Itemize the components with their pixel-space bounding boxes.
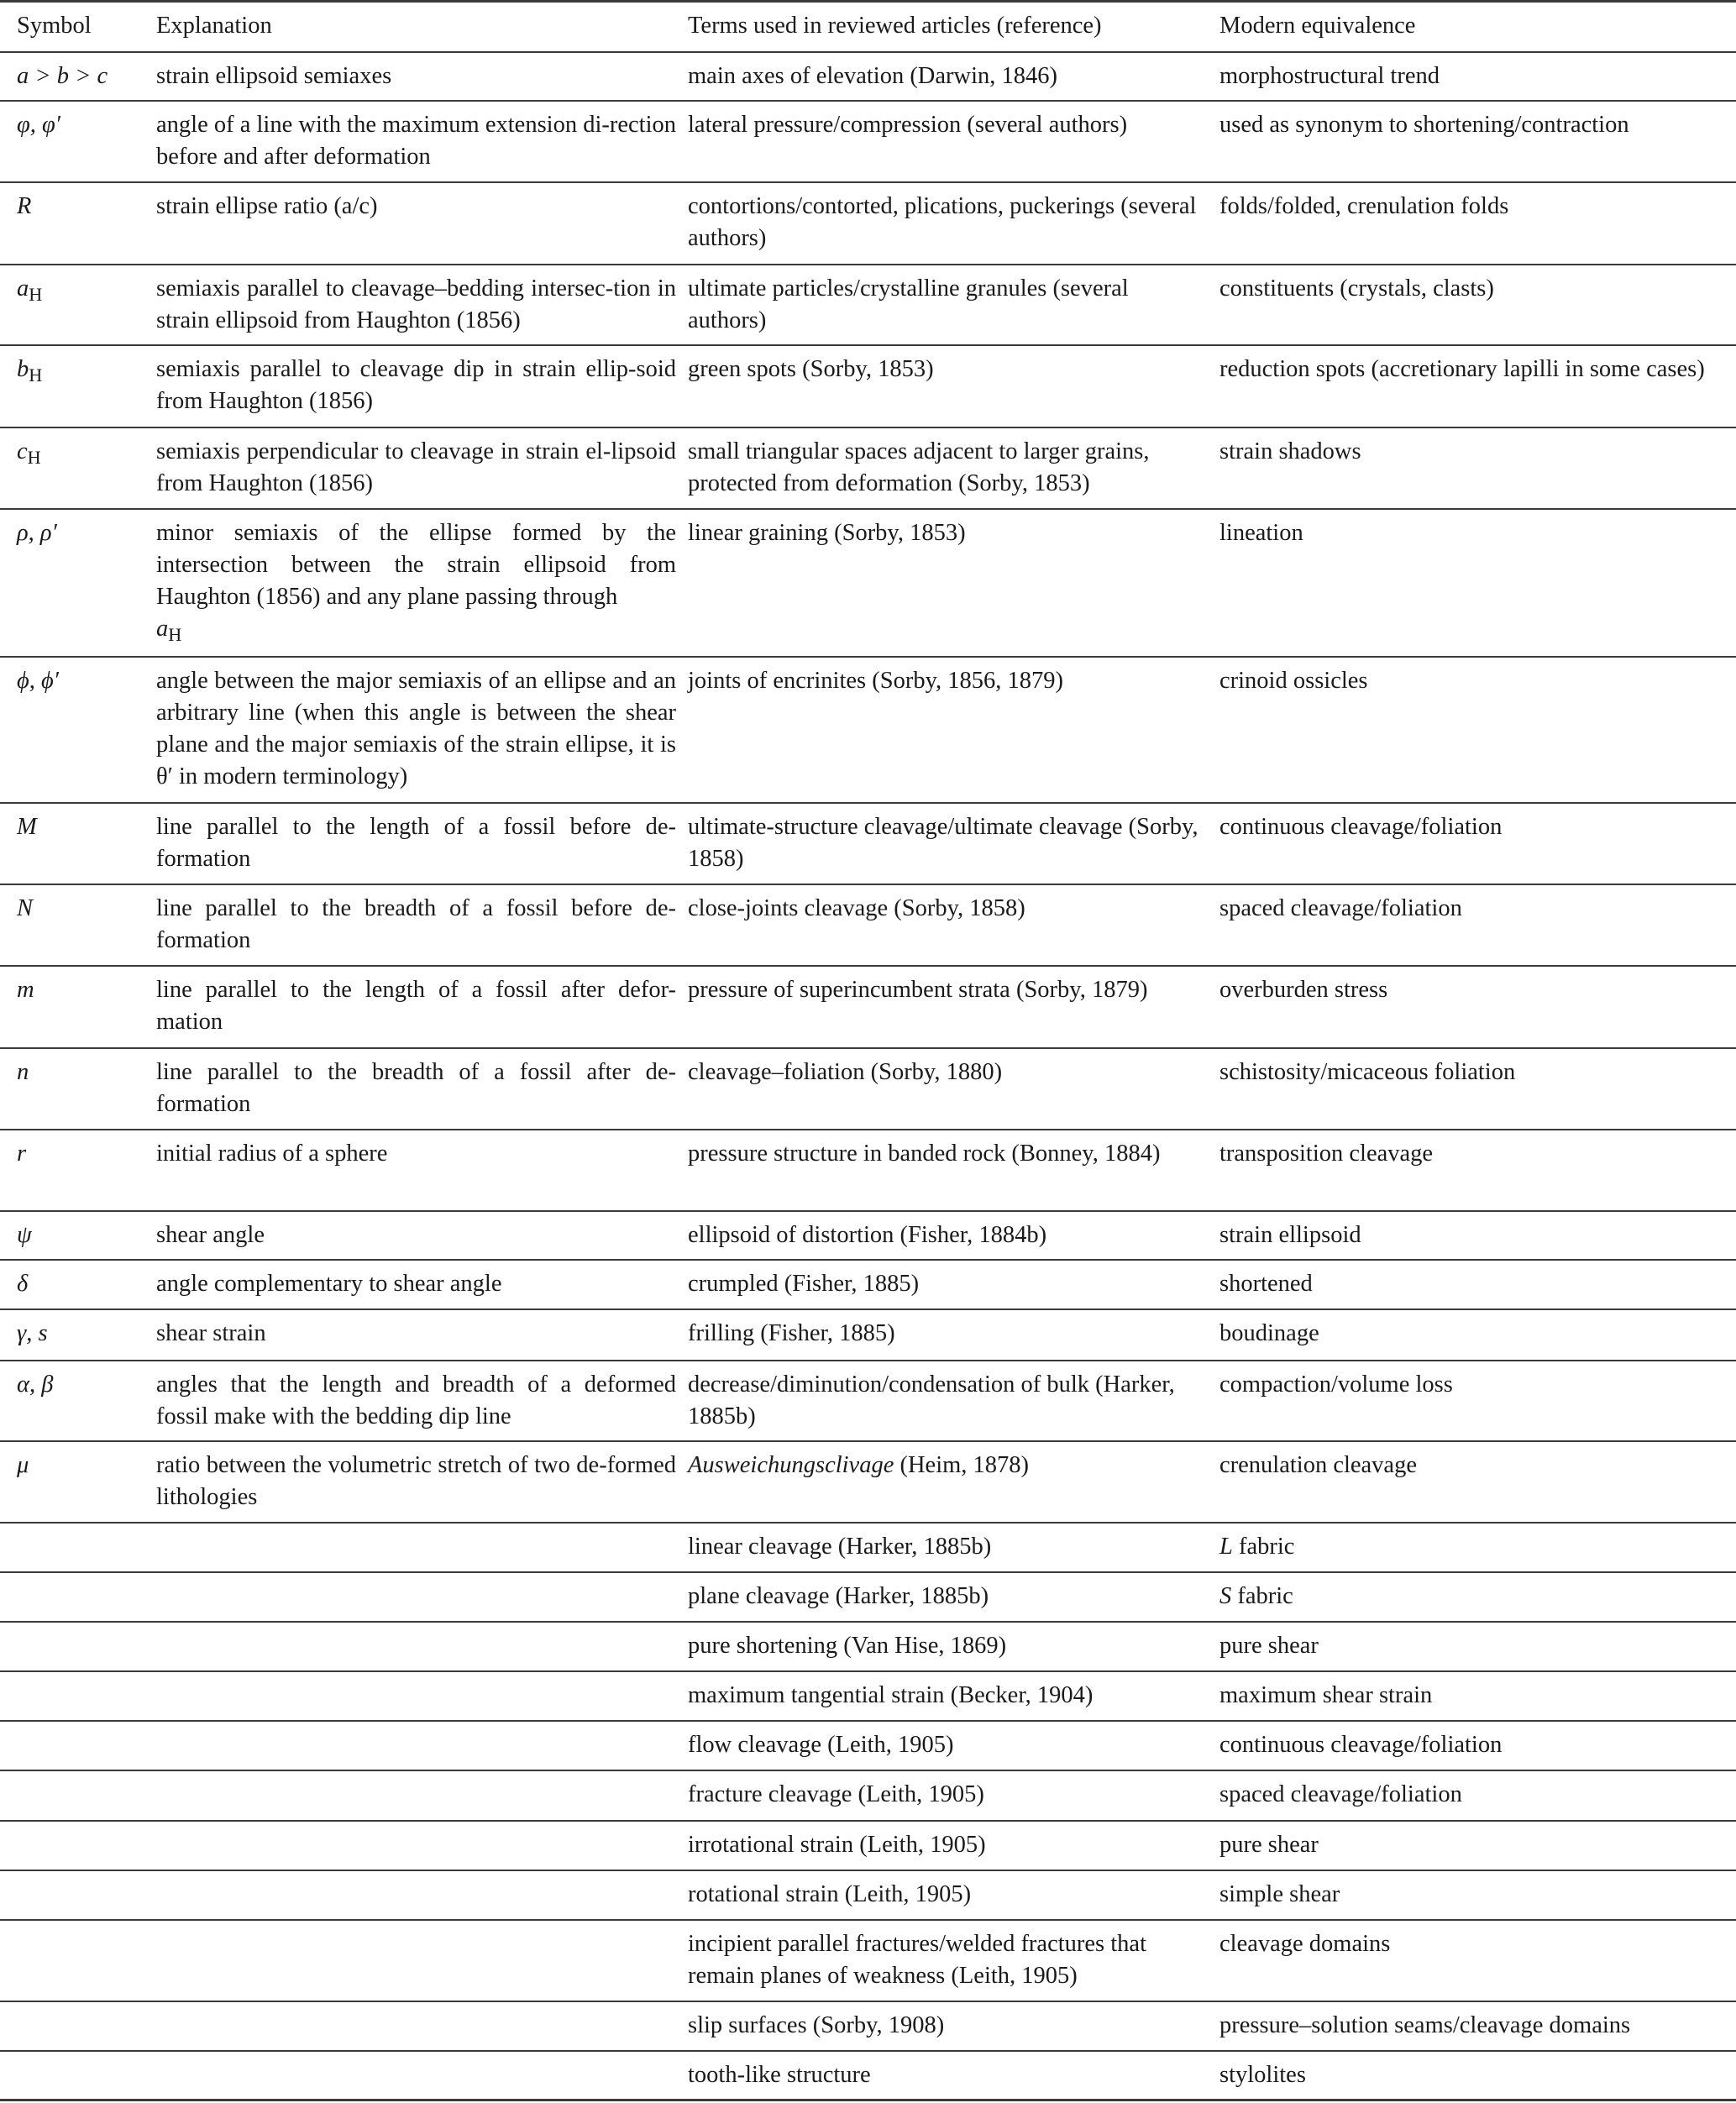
cell-modern bbox=[1219, 884, 1736, 966]
modern-text: spaced cleavage/foliation bbox=[1219, 1780, 1462, 1807]
cell-term bbox=[688, 803, 1219, 884]
cell-symbol bbox=[0, 427, 156, 509]
term-text: decrease/diminution/condensation of bulk (Harker, 1885b) bbox=[688, 1371, 1181, 1429]
symbol-text: c bbox=[17, 438, 28, 464]
cell-term bbox=[688, 1622, 1219, 1671]
cell-explanation bbox=[156, 1441, 688, 1523]
modern-text: spaced cleavage/foliation bbox=[1219, 894, 1462, 921]
symbol-text: a bbox=[17, 275, 29, 302]
modern-text: cleavage domains bbox=[1219, 1930, 1391, 1957]
cell-symbol bbox=[0, 2051, 156, 2100]
modern-text: boudinage bbox=[1219, 1319, 1319, 1346]
term-text: main axes of elevation (Darwin, 1846) bbox=[688, 62, 1058, 89]
cell-explanation bbox=[156, 1920, 688, 2001]
cell-modern bbox=[1219, 1048, 1736, 1130]
cell-explanation bbox=[156, 1671, 688, 1721]
symbol-text: m bbox=[17, 976, 34, 1003]
cell-term bbox=[688, 427, 1219, 509]
cell-symbol bbox=[0, 509, 156, 657]
cell-symbol bbox=[0, 2001, 156, 2051]
explanation-text: angle between the major semiaxis of an ellipse and an arbitrary line (when this angle is between the shear plane and the major semiaxis of the strain ellipse, it is θ′ in modern terminology) bbox=[156, 667, 676, 789]
term-text: rotational strain (Leith, 1905) bbox=[688, 1880, 972, 1907]
cell-explanation bbox=[156, 803, 688, 884]
cell-explanation bbox=[156, 884, 688, 966]
symbol-text: b bbox=[17, 355, 29, 382]
symbol-text: γ, s bbox=[17, 1319, 48, 1346]
table-row bbox=[0, 265, 1736, 345]
cell-modern bbox=[1219, 1523, 1736, 1572]
modern-text: crenulation cleavage bbox=[1219, 1451, 1417, 1478]
symbol-subscript: H bbox=[29, 283, 43, 305]
cell-explanation bbox=[156, 1572, 688, 1622]
table-row bbox=[0, 1211, 1736, 1260]
header-modern: Modern equivalence bbox=[1219, 13, 1416, 39]
cell-symbol bbox=[0, 1622, 156, 1671]
modern-text: constituents (crystals, clasts) bbox=[1219, 275, 1494, 302]
cell-term bbox=[688, 509, 1219, 657]
cell-explanation bbox=[156, 1622, 688, 1671]
modern-text: fabric bbox=[1231, 1582, 1293, 1609]
cell-term bbox=[688, 1671, 1219, 1721]
cell-explanation bbox=[156, 101, 688, 182]
cell-term bbox=[688, 1523, 1219, 1572]
modern-text: continuous cleavage/foliation bbox=[1219, 813, 1503, 840]
explanation-text: semiaxis parallel to cleavage dip in strain ellip-soid from Haughton (1856) bbox=[156, 355, 676, 414]
cell-modern bbox=[1219, 2001, 1736, 2051]
cell-term bbox=[688, 52, 1219, 101]
explanation-text: initial radius of a sphere bbox=[156, 1140, 388, 1167]
explanation-symbol: a bbox=[156, 615, 169, 642]
cell-term bbox=[688, 1309, 1219, 1361]
table-row bbox=[0, 1671, 1736, 1721]
explanation-symbol-subscript: H bbox=[168, 623, 182, 645]
modern-text: reduction spots (accretionary lapilli in some cases) bbox=[1219, 355, 1705, 382]
cell-term bbox=[688, 265, 1219, 345]
cell-explanation bbox=[156, 966, 688, 1048]
symbol-subscript: H bbox=[27, 446, 41, 468]
table-row bbox=[0, 2001, 1736, 2051]
modern-text: used as synonym to shortening/contraction bbox=[1219, 111, 1629, 138]
explanation-text: semiaxis perpendicular to cleavage in strain el-lipsoid from Haughton (1856) bbox=[156, 438, 676, 496]
cell-symbol bbox=[0, 265, 156, 345]
term-text: ultimate particles/crystalline granules (several authors) bbox=[688, 275, 1135, 333]
cell-explanation bbox=[156, 1130, 688, 1211]
cell-explanation bbox=[156, 265, 688, 345]
term-italic-text: Ausweichungsclivage bbox=[688, 1451, 894, 1478]
cell-modern bbox=[1219, 1211, 1736, 1260]
cell-symbol bbox=[0, 966, 156, 1048]
term-text: contortions/contorted, plications, puckerings (several authors) bbox=[688, 192, 1203, 251]
cell-explanation bbox=[156, 1048, 688, 1130]
modern-text: schistosity/micaceous foliation bbox=[1219, 1058, 1516, 1085]
table-row bbox=[0, 1721, 1736, 1770]
table-row bbox=[0, 182, 1736, 265]
table-row bbox=[0, 1622, 1736, 1671]
cell-symbol bbox=[0, 1130, 156, 1211]
explanation-text: line parallel to the breadth of a fossil before de-formation bbox=[156, 894, 676, 953]
cell-modern bbox=[1219, 966, 1736, 1048]
term-text: (Heim, 1878) bbox=[894, 1451, 1030, 1478]
cell-modern bbox=[1219, 1770, 1736, 1821]
modern-text: folds/folded, crenulation folds bbox=[1219, 192, 1509, 219]
symbol-text: n bbox=[17, 1058, 29, 1085]
table-row bbox=[0, 345, 1736, 427]
modern-italic-text: L bbox=[1219, 1533, 1233, 1560]
term-text: lateral pressure/compression (several authors) bbox=[688, 111, 1128, 138]
cell-term bbox=[688, 101, 1219, 182]
cell-modern bbox=[1219, 1870, 1736, 1920]
cell-symbol bbox=[0, 1572, 156, 1622]
cell-term bbox=[688, 1211, 1219, 1260]
symbol-text: a > b > c bbox=[17, 62, 108, 89]
term-text: linear cleavage (Harker, 1885b) bbox=[688, 1533, 992, 1560]
cell-term bbox=[688, 1441, 1219, 1523]
cell-explanation bbox=[156, 1721, 688, 1770]
cell-modern bbox=[1219, 509, 1736, 657]
header-terms: Terms used in reviewed articles (reference) bbox=[688, 13, 1102, 39]
explanation-text: angle of a line with the maximum extension di-rection before and after deformation bbox=[156, 111, 676, 170]
cell-term bbox=[688, 1721, 1219, 1770]
cell-term bbox=[688, 657, 1219, 803]
term-text: pure shortening (Van Hise, 1869) bbox=[688, 1632, 1007, 1659]
cell-explanation bbox=[156, 1260, 688, 1309]
cell-symbol bbox=[0, 1770, 156, 1821]
modern-text: pure shear bbox=[1219, 1831, 1319, 1858]
table-row bbox=[0, 427, 1736, 509]
explanation-text: angles that the length and breadth of a deformed fossil make with the bedding dip line bbox=[156, 1371, 676, 1429]
symbol-text: ψ bbox=[17, 1221, 32, 1248]
symbol-text: N bbox=[17, 894, 34, 921]
modern-text: morphostructural trend bbox=[1219, 62, 1440, 89]
cell-explanation bbox=[156, 1870, 688, 1920]
cell-modern bbox=[1219, 1721, 1736, 1770]
cell-explanation bbox=[156, 1211, 688, 1260]
cell-explanation bbox=[156, 2051, 688, 2100]
cell-modern bbox=[1219, 1260, 1736, 1309]
cell-symbol bbox=[0, 52, 156, 101]
symbol-text: r bbox=[17, 1140, 27, 1167]
cell-modern bbox=[1219, 265, 1736, 345]
symbol-text: μ bbox=[17, 1451, 29, 1478]
term-text: maximum tangential strain (Becker, 1904) bbox=[688, 1681, 1094, 1708]
cell-modern bbox=[1219, 1441, 1736, 1523]
cell-symbol bbox=[0, 884, 156, 966]
cell-term bbox=[688, 345, 1219, 427]
cell-symbol bbox=[0, 1211, 156, 1260]
cell-symbol bbox=[0, 1048, 156, 1130]
cell-symbol bbox=[0, 1671, 156, 1721]
modern-text: compaction/volume loss bbox=[1219, 1371, 1453, 1398]
term-text: close-joints cleavage (Sorby, 1858) bbox=[688, 894, 1025, 921]
cell-explanation bbox=[156, 1770, 688, 1821]
cell-explanation bbox=[156, 1821, 688, 1870]
cell-modern bbox=[1219, 101, 1736, 182]
term-text: pressure of superincumbent strata (Sorby, 1879) bbox=[688, 976, 1148, 1003]
cell-term bbox=[688, 1572, 1219, 1622]
cell-explanation bbox=[156, 1361, 688, 1441]
modern-text: pressure–solution seams/cleavage domains bbox=[1219, 2011, 1631, 2038]
table-row bbox=[0, 101, 1736, 182]
table-row bbox=[0, 657, 1736, 803]
cell-modern bbox=[1219, 1572, 1736, 1622]
cell-explanation bbox=[156, 345, 688, 427]
table-row bbox=[0, 1572, 1736, 1622]
symbol-text: α, β bbox=[17, 1371, 54, 1398]
explanation-text: minor semiaxis of the ellipse formed by the intersection between the strain ellipsoid from Haughton (1856) and any plane passing through bbox=[156, 519, 676, 610]
cell-modern bbox=[1219, 1622, 1736, 1671]
cell-explanation bbox=[156, 1523, 688, 1572]
cell-modern bbox=[1219, 1361, 1736, 1441]
header-explanation: Explanation bbox=[156, 13, 272, 39]
cell-symbol bbox=[0, 345, 156, 427]
explanation-text: ratio between the volumetric stretch of two de-formed lithologies bbox=[156, 1451, 676, 1510]
modern-text: maximum shear strain bbox=[1219, 1681, 1433, 1708]
explanation-text: strain ellipse ratio (a/c) bbox=[156, 192, 378, 219]
cell-term bbox=[688, 1048, 1219, 1130]
explanation-text: line parallel to the length of a fossil before de-formation bbox=[156, 813, 676, 872]
header-symbol: Symbol bbox=[17, 13, 92, 39]
cell-symbol bbox=[0, 1441, 156, 1523]
table-row bbox=[0, 1821, 1736, 1870]
cell-modern bbox=[1219, 182, 1736, 265]
cell-modern bbox=[1219, 1920, 1736, 2001]
modern-text: pure shear bbox=[1219, 1632, 1319, 1659]
term-text: slip surfaces (Sorby, 1908) bbox=[688, 2011, 945, 2038]
cell-modern bbox=[1219, 1130, 1736, 1211]
modern-text: strain shadows bbox=[1219, 438, 1361, 464]
cell-term bbox=[688, 1920, 1219, 2001]
explanation-text: shear angle bbox=[156, 1221, 265, 1248]
explanation-text: semiaxis parallel to cleavage–bedding intersec-tion in strain ellipsoid from Haughton (1856) bbox=[156, 275, 676, 333]
symbol-text: R bbox=[17, 192, 32, 219]
cell-symbol bbox=[0, 803, 156, 884]
table-row bbox=[0, 1920, 1736, 2001]
cell-explanation bbox=[156, 657, 688, 803]
cell-term bbox=[688, 1260, 1219, 1309]
cell-explanation bbox=[156, 2001, 688, 2051]
cell-modern bbox=[1219, 803, 1736, 884]
term-text: frilling (Fisher, 1885) bbox=[688, 1319, 895, 1346]
cell-symbol bbox=[0, 1721, 156, 1770]
modern-text: fabric bbox=[1232, 1533, 1295, 1560]
cell-symbol bbox=[0, 182, 156, 265]
explanation-text: line parallel to the length of a fossil after defor-mation bbox=[156, 976, 676, 1035]
modern-text: lineation bbox=[1219, 519, 1303, 546]
table-row bbox=[0, 52, 1736, 101]
table-row bbox=[0, 509, 1736, 657]
modern-text: overburden stress bbox=[1219, 976, 1388, 1003]
term-text: irrotational strain (Leith, 1905) bbox=[688, 1831, 986, 1858]
table-row bbox=[0, 1870, 1736, 1920]
modern-text: crinoid ossicles bbox=[1219, 667, 1368, 694]
term-text: cleavage–foliation (Sorby, 1880) bbox=[688, 1058, 1003, 1085]
cell-modern bbox=[1219, 2051, 1736, 2100]
modern-text: strain ellipsoid bbox=[1219, 1221, 1361, 1248]
table-header-row bbox=[0, 2, 1736, 52]
cell-symbol bbox=[0, 1870, 156, 1920]
term-text: ultimate-structure cleavage/ultimate cleavage (Sorby, 1858) bbox=[688, 813, 1204, 872]
modern-text: stylolites bbox=[1219, 2061, 1306, 2088]
symbol-subscript: H bbox=[29, 364, 43, 385]
cell-modern bbox=[1219, 427, 1736, 509]
table-row bbox=[0, 1130, 1736, 1211]
cell-symbol bbox=[0, 101, 156, 182]
table-row bbox=[0, 1048, 1736, 1130]
symbol-text: ϕ, ϕ′ bbox=[17, 667, 59, 694]
modern-text: transposition cleavage bbox=[1219, 1140, 1434, 1167]
cell-explanation bbox=[156, 509, 688, 657]
cell-modern bbox=[1219, 52, 1736, 101]
term-text: crumpled (Fisher, 1885) bbox=[688, 1270, 920, 1297]
term-text: small triangular spaces adjacent to larger grains, protected from deformation (Sorby, 1853) bbox=[688, 438, 1156, 496]
cell-term bbox=[688, 884, 1219, 966]
table-row bbox=[0, 1441, 1736, 1523]
cell-explanation bbox=[156, 182, 688, 265]
table-row bbox=[0, 1260, 1736, 1309]
table-row bbox=[0, 1309, 1736, 1361]
table-row bbox=[0, 966, 1736, 1048]
table-row bbox=[0, 1523, 1736, 1572]
cell-modern bbox=[1219, 657, 1736, 803]
modern-text: continuous cleavage/foliation bbox=[1219, 1731, 1503, 1758]
symbol-text: δ bbox=[17, 1270, 29, 1297]
term-text: green spots (Sorby, 1853) bbox=[688, 355, 934, 382]
symbol-text: M bbox=[17, 813, 37, 840]
table-row bbox=[0, 2051, 1736, 2100]
cell-modern bbox=[1219, 345, 1736, 427]
explanation-text: shear strain bbox=[156, 1319, 266, 1346]
table-row bbox=[0, 803, 1736, 884]
cell-term bbox=[688, 1770, 1219, 1821]
term-text: linear graining (Sorby, 1853) bbox=[688, 519, 966, 546]
modern-text: simple shear bbox=[1219, 1880, 1340, 1907]
term-text: plane cleavage (Harker, 1885b) bbox=[688, 1582, 989, 1609]
cell-symbol bbox=[0, 1821, 156, 1870]
term-text: pressure structure in banded rock (Bonney, 1884) bbox=[688, 1140, 1161, 1167]
cell-term bbox=[688, 1361, 1219, 1441]
symbol-text: φ, φ′ bbox=[17, 111, 61, 138]
cell-symbol bbox=[0, 1309, 156, 1361]
term-text: fracture cleavage (Leith, 1905) bbox=[688, 1780, 984, 1807]
cell-explanation bbox=[156, 52, 688, 101]
cell-explanation bbox=[156, 1309, 688, 1361]
table-row bbox=[0, 884, 1736, 966]
cell-term bbox=[688, 182, 1219, 265]
table-row bbox=[0, 1361, 1736, 1441]
term-text: tooth-like structure bbox=[688, 2061, 871, 2088]
cell-term bbox=[688, 1870, 1219, 1920]
term-text: incipient parallel fractures/welded fractures that remain planes of weakness (Leith, 1905) bbox=[688, 1930, 1153, 1989]
cell-symbol bbox=[0, 1361, 156, 1441]
cell-term bbox=[688, 2051, 1219, 2100]
symbol-text: ρ, ρ′ bbox=[17, 519, 57, 546]
cell-explanation bbox=[156, 427, 688, 509]
cell-modern bbox=[1219, 1309, 1736, 1361]
explanation-text: line parallel to the breadth of a fossil after de-formation bbox=[156, 1058, 676, 1117]
cell-term bbox=[688, 1821, 1219, 1870]
modern-italic-text: S bbox=[1219, 1582, 1232, 1609]
modern-text: shortened bbox=[1219, 1270, 1313, 1297]
explanation-text: strain ellipsoid semiaxes bbox=[156, 62, 392, 89]
cell-modern bbox=[1219, 1821, 1736, 1870]
term-text: ellipsoid of distortion (Fisher, 1884b) bbox=[688, 1221, 1047, 1248]
cell-term bbox=[688, 2001, 1219, 2051]
term-text: flow cleavage (Leith, 1905) bbox=[688, 1731, 954, 1758]
table-row bbox=[0, 1770, 1736, 1821]
cell-term bbox=[688, 1130, 1219, 1211]
term-text: joints of encrinites (Sorby, 1856, 1879) bbox=[688, 667, 1063, 694]
cell-symbol bbox=[0, 1260, 156, 1309]
explanation-text: angle complementary to shear angle bbox=[156, 1270, 502, 1297]
cell-modern bbox=[1219, 1671, 1736, 1721]
cell-symbol bbox=[0, 1523, 156, 1572]
cell-symbol bbox=[0, 657, 156, 803]
cell-symbol bbox=[0, 1920, 156, 2001]
cell-term bbox=[688, 966, 1219, 1048]
